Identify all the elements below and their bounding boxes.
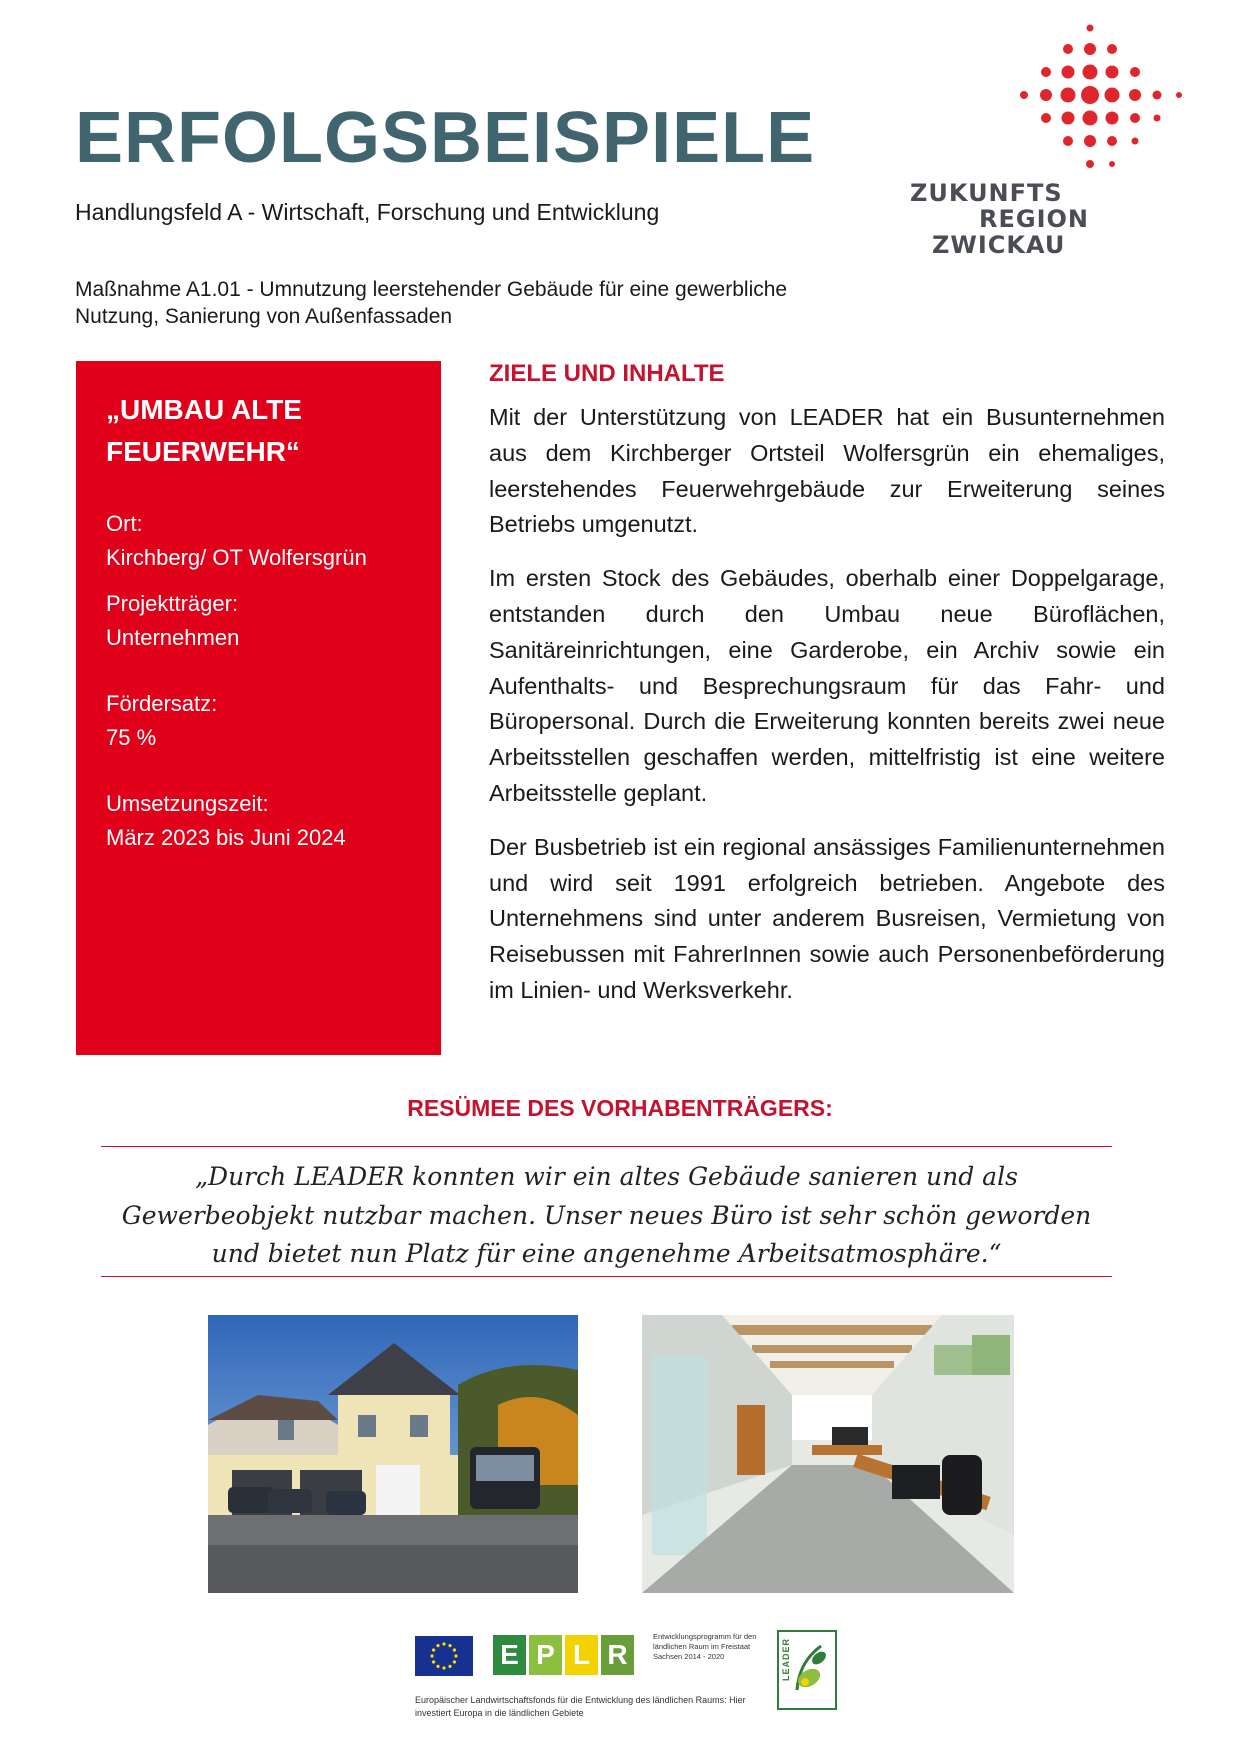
resume-heading: RESÜMEE DES VORHABENTRÄGERS: — [407, 1095, 833, 1121]
funding-field — [106, 687, 411, 755]
paragraph: Im ersten Stock des Gebäudes, oberhalb einer Doppelgarage, entstanden durch den Umbau neue Büroflächen, Sanitäreinrichtungen, eine Garderobe, ein Archiv sowie ein Aufenthalts- und Besprechungsraum für das Fahr- und Büropersonal. Durch die Erweiterung konnten bereits zwei neue Arbeitsstellen geschaffen werden, mittelfristig ist eine weitere Arbeitsstelle geplant. — [489, 565, 1165, 806]
eplr-letter: R — [601, 1635, 634, 1675]
eplr-caption: Entwicklungsprogramm für den ländlichen Raum im Freistaat Sachsen 2014 - 2020 — [653, 1632, 757, 1661]
page-title: ERFOLGSBEISPIELE — [75, 98, 816, 178]
dots-cross-icon — [910, 20, 1230, 180]
photo-office-interior — [642, 1315, 1014, 1593]
eplr-letter: L — [565, 1635, 598, 1675]
sponsor-field — [106, 587, 411, 655]
period-field — [106, 787, 411, 855]
project-info-box — [76, 361, 441, 1055]
project-title: „UMBAU ALTE FEUERWEHR“ — [106, 394, 302, 467]
leader-logo-text: LEADER — [781, 1638, 791, 1682]
period-label: Umsetzungszeit: — [106, 791, 269, 816]
funding-label: Fördersatz: — [106, 691, 218, 716]
logo-text-line3: ZWICKAU — [932, 231, 1066, 259]
testimonial-quote: „Durch LEADER konnten wir ein altes Gebäude sanieren und als Gewerbeobjekt nutzbar machen. Unser neues Büro ist sehr schön geworden und bietet nun Platz für eine angenehme Arbeitsatmosphäre.“ — [121, 1162, 1092, 1268]
divider-bottom — [101, 1276, 1112, 1277]
zukunftsregion-logo — [910, 20, 1230, 270]
section-heading: ZIELE UND INHALTE — [489, 360, 725, 387]
eplr-logo — [493, 1635, 637, 1675]
measure-description: Maßnahme A1.01 - Umnutzung leerstehender Gebäude für eine gewerbliche Nutzung, Sanierung von Außenfassaden — [75, 278, 788, 328]
eu-caption: Europäischer Landwirtschaftsfonds für die Entwicklung des ländlichen Raums: Hier investiert Europa in die ländlichen Gebiete — [415, 1695, 746, 1718]
location-label: Ort: — [106, 511, 143, 536]
eplr-letter: E — [493, 1635, 526, 1675]
main-content — [489, 360, 1165, 1027]
location-value: Kirchberg/ OT Wolfersgrün — [106, 545, 367, 570]
eplr-letter: P — [529, 1635, 562, 1675]
funding-logos — [415, 1630, 845, 1745]
leader-logo — [777, 1630, 837, 1710]
sponsor-value: Unternehmen — [106, 625, 240, 650]
photo-building-exterior — [208, 1315, 578, 1593]
period-value: März 2023 bis Juni 2024 — [106, 825, 346, 850]
divider-top — [101, 1146, 1112, 1147]
sponsor-label: Projektträger: — [106, 591, 239, 616]
paragraph: Der Busbetrieb ist ein regional ansässiges Familienunternehmen und wird seit 1991 erfolgreich betrieben. Angebote des Unternehmens sind unter anderem Busreisen, Vermietung von Reisebussen mit FahrerInnen sowie auch Personenbeförderung im Linien- und Werksverkehr. — [489, 833, 1165, 1003]
eu-flag-icon — [415, 1636, 473, 1676]
page-subtitle: Handlungsfeld A - Wirtschaft, Forschung und Entwicklung — [75, 199, 660, 225]
logo-text-line1: ZUKUNFTS — [910, 179, 1063, 207]
location-field — [106, 507, 411, 575]
logo-text-line2: REGION — [979, 205, 1089, 233]
funding-value: 75 % — [106, 725, 157, 750]
paragraph: Mit der Unterstützung von LEADER hat ein Busunternehmen aus dem Kirchberger Ortsteil Wolfersgrün ein ehemaliges, leerstehendes Feuerwehrgebäude zur Erweiterung seines Betriebs umgenutzt. — [489, 404, 1165, 538]
